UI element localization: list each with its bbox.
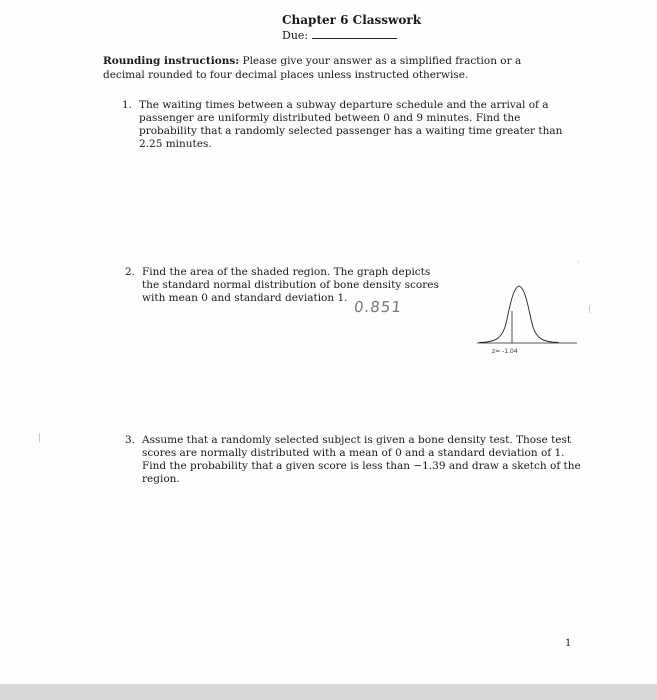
- margin-mark: (: [588, 305, 592, 315]
- page-number: 1: [565, 638, 572, 649]
- question-text: Assume that a randomly selected subject is given a bone density test. Those test scores are normally distributed with a mean of 0 and a standard deviation of 1. Find the probability that a given score is less than −1.39 and draw a sketch of the region.: [142, 434, 581, 485]
- margin-mark: ·: [577, 258, 580, 268]
- rounding-instructions-label: Rounding instructions:: [103, 55, 240, 67]
- rounding-instructions-text: Please give your answer as a simplified fraction or a decimal rounded to four decimal places unless instructed otherwise.: [103, 55, 522, 81]
- normal-curve-graph: [473, 275, 583, 360]
- rounding-instructions: [103, 55, 563, 82]
- question-number: 3.: [125, 434, 136, 446]
- question-3: [125, 434, 582, 486]
- question-1: [122, 99, 579, 151]
- margin-mark: |: [38, 433, 42, 443]
- page-title: Chapter 6 Classwork: [282, 13, 422, 27]
- question-number: 1.: [122, 99, 133, 111]
- normal-curve: [479, 286, 559, 343]
- z-value-label: z= -1.04: [492, 348, 518, 355]
- question-text: The waiting times between a subway departure schedule and the arrival of a passenger are uniformly distributed between 0 and 9 minutes. Find the probability that a randomly selected passenger has a waiting time greater than 2.25 minutes.: [139, 99, 563, 150]
- handwritten-answer: 0.851: [353, 298, 403, 316]
- due-field: [282, 29, 397, 42]
- viewer-bottom-bar: [0, 684, 657, 700]
- due-blank-line: [312, 29, 397, 39]
- question-text: Find the area of the shaded region. The graph depicts the standard normal distribution of bone density scores with mean 0 and standard deviation 1.: [142, 266, 439, 304]
- due-label: Due:: [282, 29, 309, 42]
- question-number: 2.: [125, 266, 136, 278]
